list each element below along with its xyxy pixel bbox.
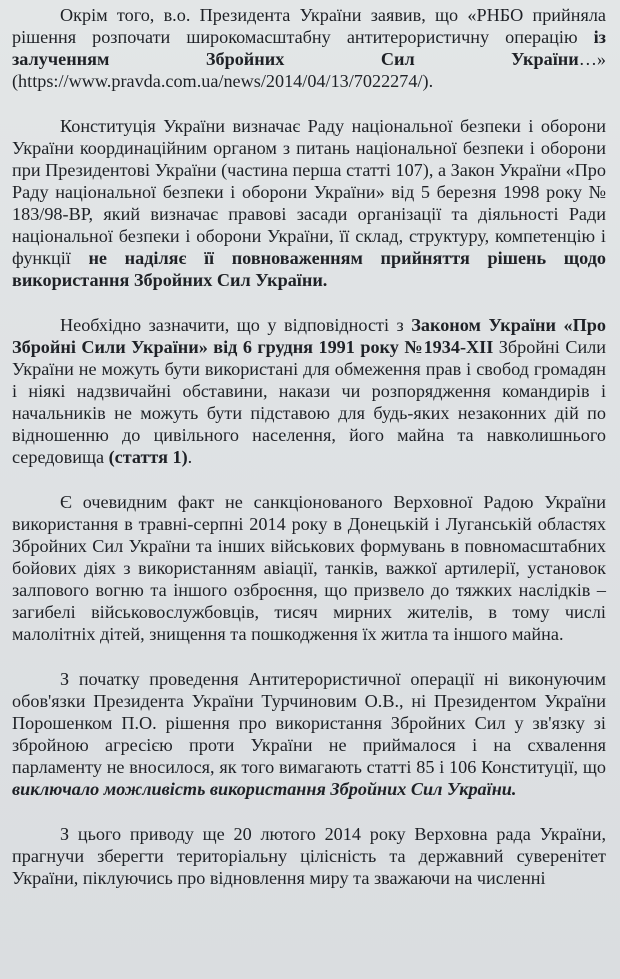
- para-3-seg-1: Необхідно зазначити, що у відповідності з: [60, 315, 412, 335]
- para-3-seg-3: Збройні Сили України не можуть бути використані для обмеження прав і свобод громадян і ніякі надзвичайні обставини, накази чи розпорядження командирів і начальників не можуть бути підставою для будь-яких незаконних дій по відношенню до цивільного населення, його майна та навколишнього середовища: [12, 337, 606, 467]
- paragraph-5: [12, 668, 606, 800]
- para-5-seg-1: З початку проведення Антитерористичної операції ні виконуючим обов'язки Президента України Турчиновим О.В., ні Президентом України Порошенком П.О. рішення про використання Збройних Сил у зв'язку зі збройною агресією проти України не приймалося і на схвалення парламенту не вносилося, як того вимагають статті 85 і 106 Конституції, що: [12, 669, 606, 777]
- paragraph-3: [12, 314, 606, 468]
- para-1-seg-1: Окрім того, в.о. Президента України заявив, що «РНБО прийняла рішення розпочати широкомасштабну антитерористичну операцію: [12, 5, 606, 47]
- para-2-seg-2: не наділяє її повноваженням прийняття рішень щодо використання Збройних Сил України.: [12, 248, 606, 290]
- para-3-seg-4: (стаття 1): [108, 447, 188, 467]
- para-3-seg-5: .: [187, 447, 193, 467]
- paragraph-6: [12, 823, 606, 889]
- para-1-seg-3: …» (https://www.pravda.com.ua/news/2014/04/13/7022274/).: [12, 49, 606, 91]
- paragraph-2: [12, 115, 606, 291]
- para-6-seg-1: З цього приводу ще 20 лютого 2014 року Верховна рада України, прагнучи зберегти територіальну цілісність та державний суверенітет України, піклуючись про відновлення миру та зважаючи на численні: [12, 824, 606, 888]
- para-1-seg-2: із залученням Збройних Сил України: [12, 27, 606, 69]
- para-2-seg-1: Конституція України визначає Раду національної безпеки і оборони України координаційним органом з питань національної безпеки і оборони при Президентові України (частина перша статті 107), а Закон України «Про Раду національної безпеки і оборони України» від 5 березня 1998 року № 183/98-ВР, який визначає правові засади організації та діяльності Ради національної безпеки і оборони України, її склад, структуру, компетенцію і функції: [12, 116, 606, 268]
- para-3-seg-2: Законом України «Про Збройні Сили України» від 6 грудня 1991 року №1934-ХІІ: [12, 315, 606, 357]
- paragraph-4: [12, 491, 606, 645]
- para-5-seg-2: виключало можливість використання Збройних Сил України.: [12, 779, 517, 799]
- paragraph-1: [12, 4, 606, 92]
- para-4-seg-1: Є очевидним факт не санкціонованого Верховної Радою України використання в травні-серпні 2014 року в Донецькій і Луганській областях Збройних Сил України та інших військових формувань в повномасштабних бойових діях з використанням авіації, танків, важкої артилерії, установок залпового вогню та іншого озброєння, що призвело до тяжких наслідків – загибелі військовослужбовців, тисяч мирних жителів, в тому числі малолітніх дітей, знищення та пошкодження їх житла та іншого майна.: [12, 492, 606, 644]
